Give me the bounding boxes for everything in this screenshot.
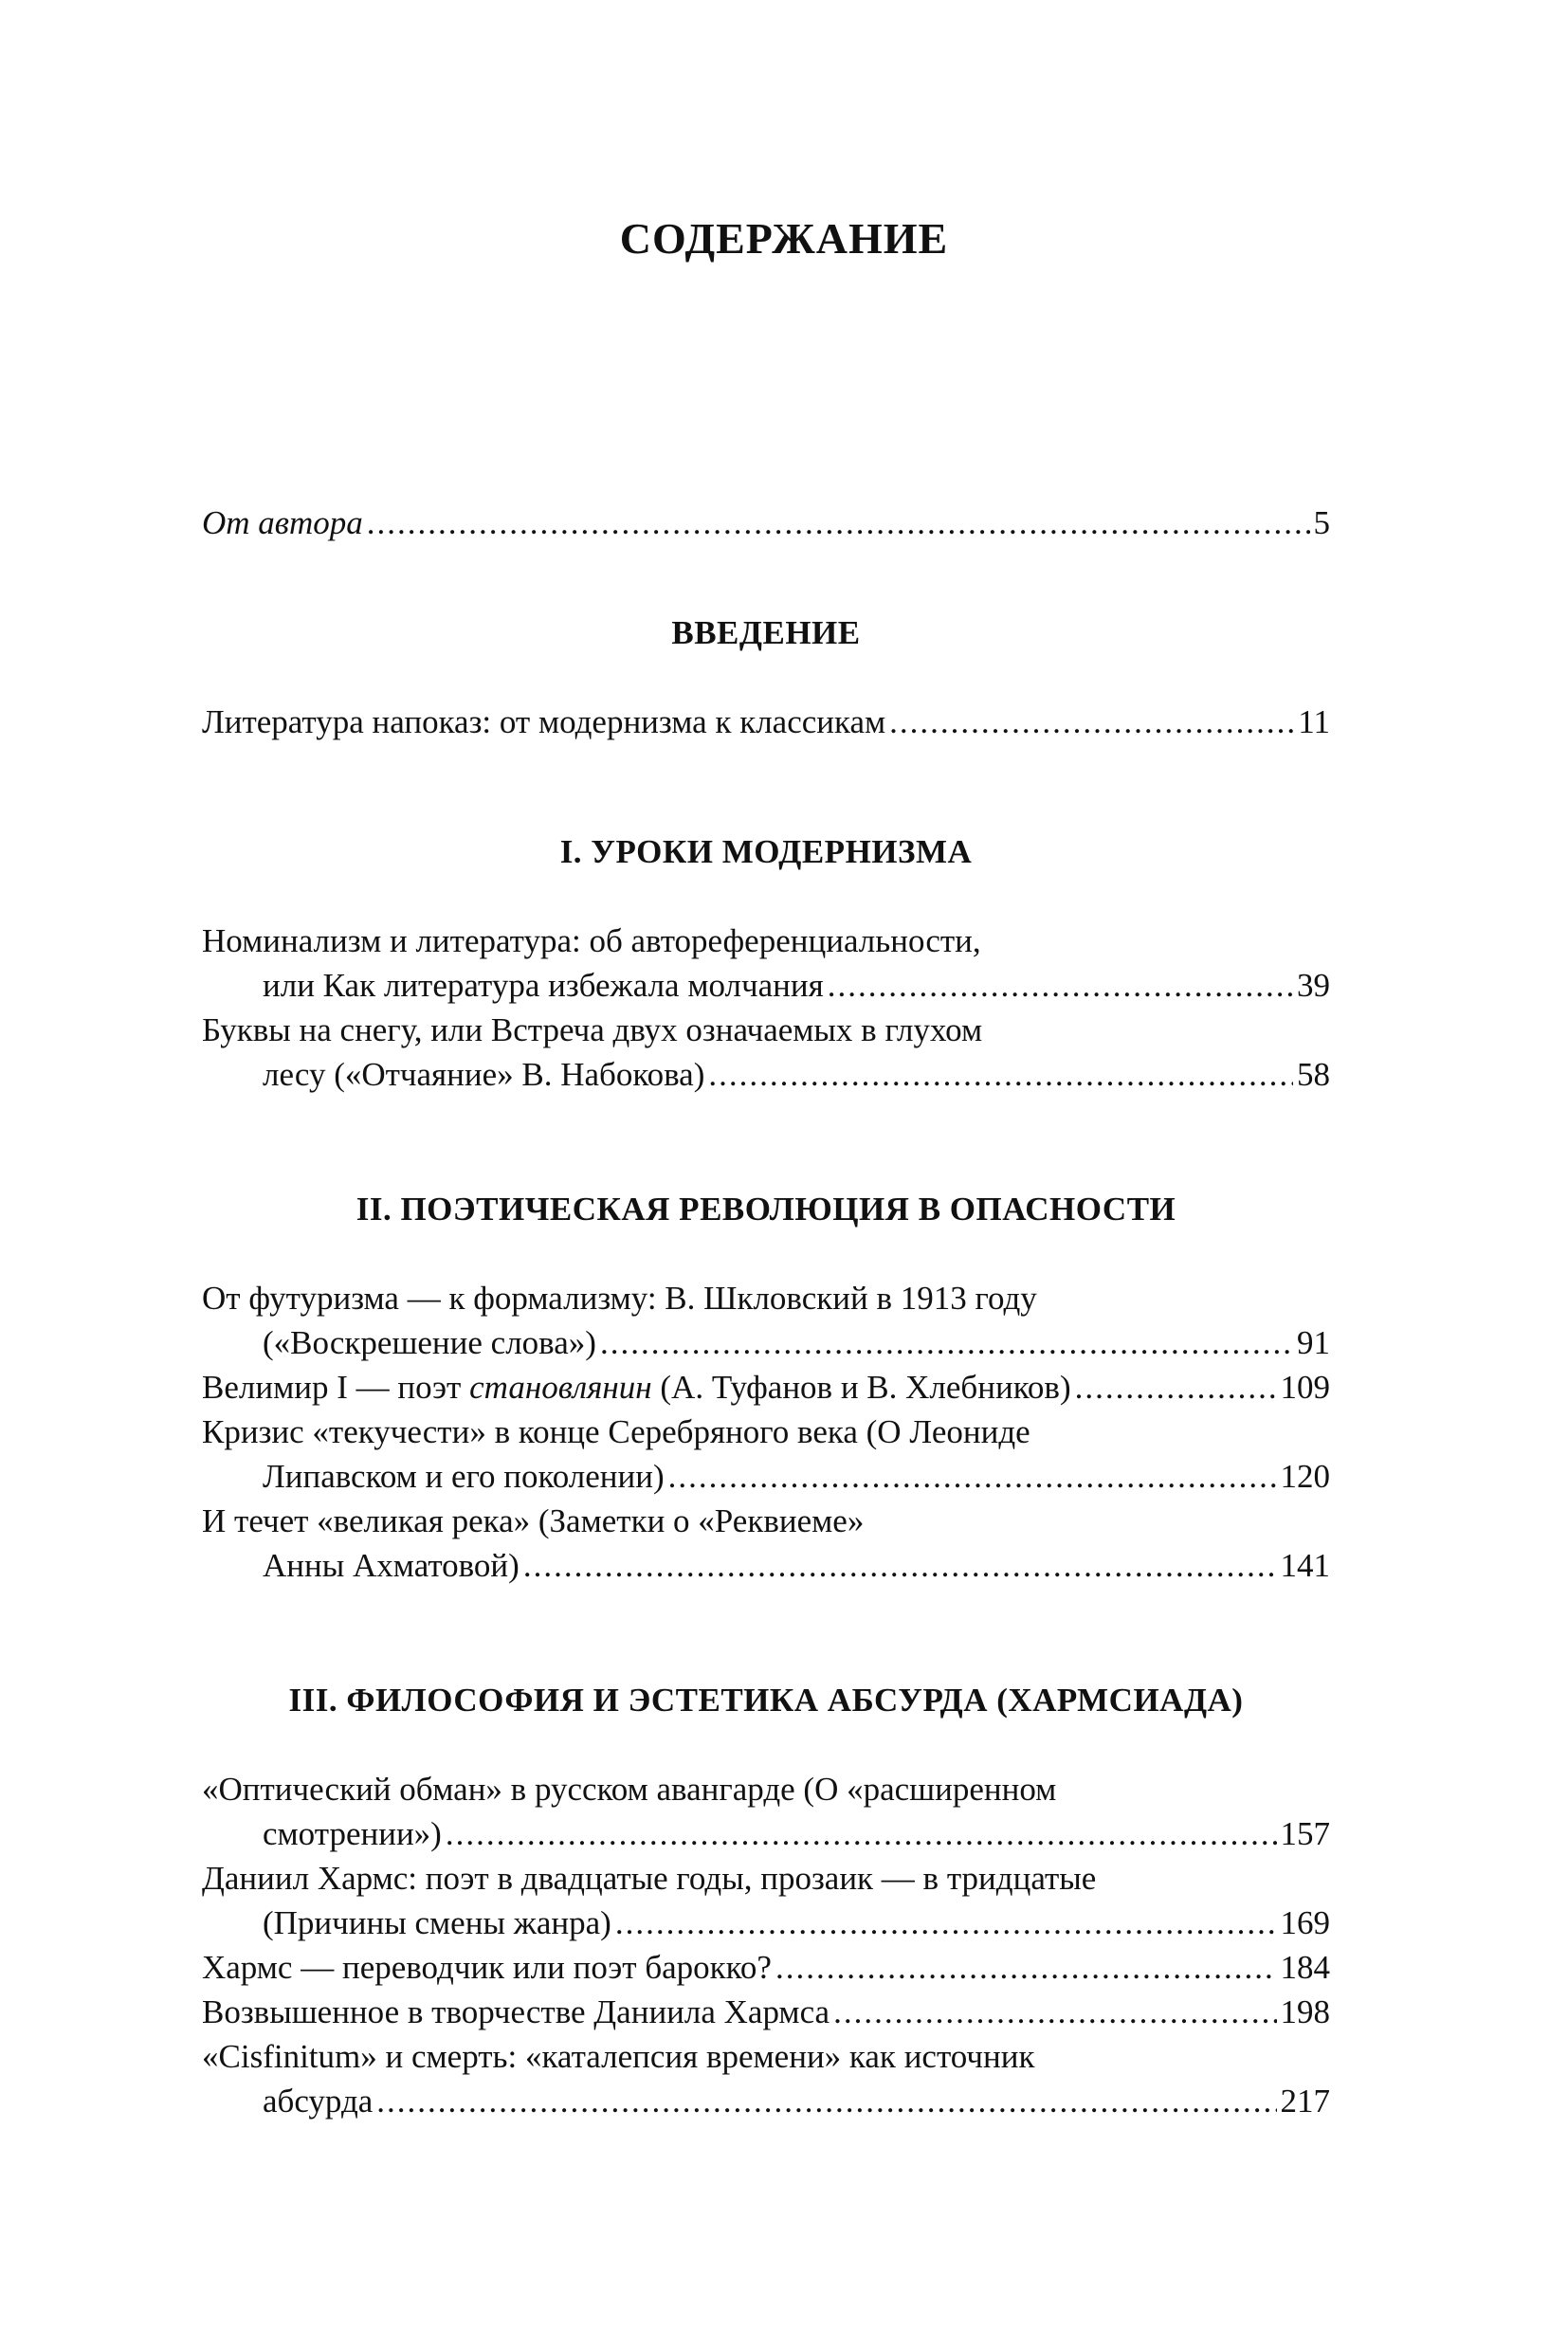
toc-entry-title-cont: (Причины смены жанра) [263,1904,611,1941]
toc-entry-title: Кризис «текучести» в конце Серебряного века (О Леониде [202,1413,1030,1450]
toc-page-number: 198 [1280,1993,1330,2030]
toc-page-number: 184 [1280,1949,1330,1986]
toc-entry[interactable] [202,1856,1330,1945]
toc-page-number: 120 [1280,1458,1330,1495]
toc-entry[interactable] [202,1365,1330,1410]
toc-page-number: 217 [1280,2083,1330,2120]
toc-entry-title: Литература напоказ: от модернизма к классикам [202,703,886,740]
leader-dots [600,1320,1293,1365]
title-italic-part: становлянин [469,1369,652,1406]
toc-entry[interactable] [202,1410,1330,1499]
toc-page-number: 157 [1280,1815,1330,1852]
page-title: СОДЕРЖАНИЕ [619,214,949,263]
toc-page-number: 169 [1280,1904,1330,1941]
toc-entry-title: Хармс — переводчик или поэт барокко? [202,1949,772,1986]
toc-entry[interactable] [202,919,1330,1008]
section-title-3: III. ФИЛОСОФИЯ И ЭСТЕТИКА АБСУРДА (ХАРМСИАДА) [288,1682,1244,1719]
toc-entry-title: Даниил Хармс: поэт в двадцатые годы, прозаик — в тридцатые [202,1860,1097,1897]
toc-entry-title [202,1365,1071,1410]
toc-entry[interactable] [202,1767,1330,1856]
leader-dots [446,1811,1277,1856]
toc-entry-title-cont: абсурда [263,2083,374,2120]
leader-dots [889,700,1294,744]
toc-page-number: 91 [1297,1324,1330,1361]
table-of-contents [202,500,1330,2123]
title-part: Велимир I — поэт [202,1369,470,1406]
toc-entry-title-cont: («Воскрешение слова») [263,1324,596,1361]
toc-entry-title: От футуризма — к формализму: В. Шкловский в 1913 году [202,1280,1037,1317]
leader-dots [708,1052,1293,1097]
toc-entry[interactable] [202,1276,1330,1365]
toc-entry-title-cont: Анны Ахматовой) [263,1547,520,1584]
toc-entry-title: От автора [202,504,363,541]
leader-dots [376,2079,1276,2123]
toc-entry-title: Номинализм и литература: об автореференциальности, [202,922,981,959]
toc-entry-title: Возвышенное в творчестве Даниила Хармса [202,1993,830,2030]
toc-entry-title-cont: или Как литература избежала молчания [263,967,824,1004]
toc-entry[interactable] [202,1499,1330,1588]
toc-entry[interactable] [202,1008,1330,1097]
toc-entry-title-cont: смотрении») [263,1815,442,1852]
toc-page-number: 141 [1280,1547,1330,1584]
section-title-2: II. ПОЭТИЧЕСКАЯ РЕВОЛЮЦИЯ В ОПАСНОСТИ [356,1191,1176,1228]
section-title-introduction: ВВЕДЕНИЕ [671,614,861,651]
toc-entry[interactable] [202,1945,1330,1990]
toc-entry[interactable] [202,1990,1330,2034]
toc-entry-title: И течет «великая река» (Заметки о «Реквиеме» [202,1502,865,1539]
toc-page-number: 5 [1313,504,1330,541]
toc-entry-title: «Оптический обман» в русском авангарде (О «расширенном [202,1771,1057,1808]
leader-dots [1075,1365,1277,1410]
toc-entry[interactable] [202,2034,1330,2123]
leader-dots [615,1901,1277,1945]
toc-entry-title-cont: Липавском и его поколении) [263,1458,665,1495]
leader-dots [668,1454,1277,1499]
section-title-1: I. УРОКИ МОДЕРНИЗМА [559,833,973,870]
toc-entry-title-cont: лесу («Отчаяние» В. Набокова) [263,1056,705,1093]
toc-page-number: 58 [1297,1056,1330,1093]
toc-entry-title: Буквы на снегу, или Встреча двух означаемых в глухом [202,1011,983,1048]
leader-dots [523,1543,1277,1588]
toc-page-number: 109 [1280,1369,1330,1406]
toc-entry-title: «Cisfinitum» и смерть: «каталепсия времени» как источник [202,2038,1035,2075]
toc-entry-intro[interactable] [202,500,1330,545]
leader-dots [833,1990,1276,2034]
leader-dots [367,500,1310,545]
toc-page-number: 11 [1298,703,1330,740]
toc-page-number: 39 [1297,967,1330,1004]
leader-dots [775,1945,1277,1990]
title-part: (А. Туфанов и В. Хлебников) [651,1369,1071,1406]
toc-entry[interactable] [202,700,1330,744]
leader-dots [828,963,1293,1008]
